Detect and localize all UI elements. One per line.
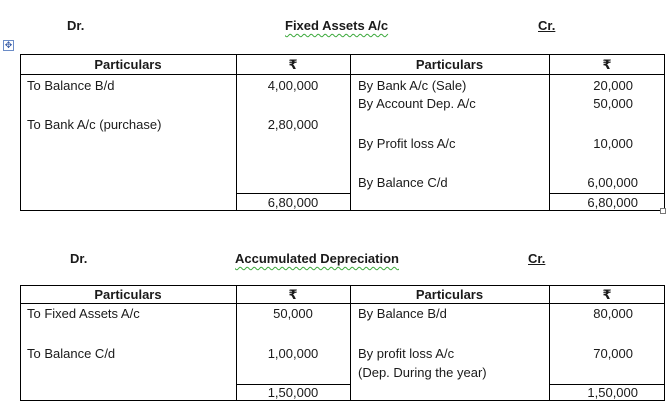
table-move-handle-icon[interactable]: ✥ [4, 40, 13, 50]
t1-right-row-3-particulars: By Profit loss A/c [358, 136, 456, 151]
t2-header-right-amount: ₹ [602, 287, 612, 302]
t1-col-div-2 [350, 54, 351, 211]
t1-right-total: 6,80,000 [587, 195, 638, 210]
t2-header-left-amount: ₹ [288, 287, 298, 302]
t1-right-row-2-particulars: By Account Dep. A/c [358, 96, 476, 111]
t1-resize-handle-icon[interactable] [660, 208, 666, 214]
t1-right-row-1-amount: 20,000 [593, 78, 633, 93]
t1-left-row-1-particulars: To Balance B/d [27, 78, 115, 93]
t1-left-total: 6,80,000 [267, 195, 319, 210]
t2-right-total: 1,50,000 [587, 385, 638, 400]
t1-right-row-2-amount: 50,000 [593, 96, 633, 111]
t2-header-rule [20, 303, 665, 304]
t1-left-row-2-particulars: To Bank A/c (purchase) [27, 117, 162, 132]
t2-right-row-2-amount: 70,000 [593, 346, 633, 361]
t2-right-row-1-amount: 80,000 [593, 306, 633, 321]
t1-header-right-amount: ₹ [602, 57, 612, 72]
t2-cr-label: Cr. [528, 251, 546, 266]
t1-right-row-4-particulars: By Balance C/d [358, 175, 448, 190]
t2-dr-label: Dr. [70, 251, 88, 266]
t1-left-row-1-amount: 4,00,000 [267, 78, 319, 93]
t2-right-row-3-particulars: (Dep. During the year) [358, 365, 487, 380]
t2-right-row-1-particulars: By Balance B/d [358, 306, 447, 321]
t1-dr-label: Dr. [67, 18, 85, 33]
t1-header-right-particulars: Particulars [415, 57, 484, 72]
t1-header-left-particulars: Particulars [94, 57, 162, 72]
t2-title: Accumulated Depreciation [235, 251, 399, 266]
t1-right-row-4-amount: 6,00,000 [587, 175, 638, 190]
t2-left-row-2-particulars: To Balance C/d [27, 346, 116, 361]
t2-left-row-1-particulars: To Fixed Assets A/c [27, 306, 140, 321]
t1-title: Fixed Assets A/c [285, 18, 389, 33]
t1-right-row-3-amount: 10,000 [593, 136, 633, 151]
t1-header-left-amount: ₹ [288, 57, 298, 72]
t2-col-div-2 [350, 285, 351, 401]
t1-right-row-1-particulars: By Bank A/c (Sale) [358, 78, 467, 93]
t1-header-rule [20, 74, 665, 75]
t1-left-total-rule [236, 193, 350, 194]
t1-left-row-2-amount: 2,80,000 [267, 117, 319, 132]
t2-left-row-1-amount: 50,000 [273, 306, 313, 321]
t2-left-total: 1,50,000 [267, 385, 319, 400]
t2-header-right-particulars: Particulars [415, 287, 484, 302]
t2-left-row-2-amount: 1,00,000 [267, 346, 319, 361]
t2-header-left-particulars: Particulars [94, 287, 162, 302]
t1-right-total-rule [549, 193, 665, 194]
t1-cr-label: Cr. [538, 18, 556, 33]
t2-right-row-2-particulars: By profit loss A/c [358, 346, 455, 361]
